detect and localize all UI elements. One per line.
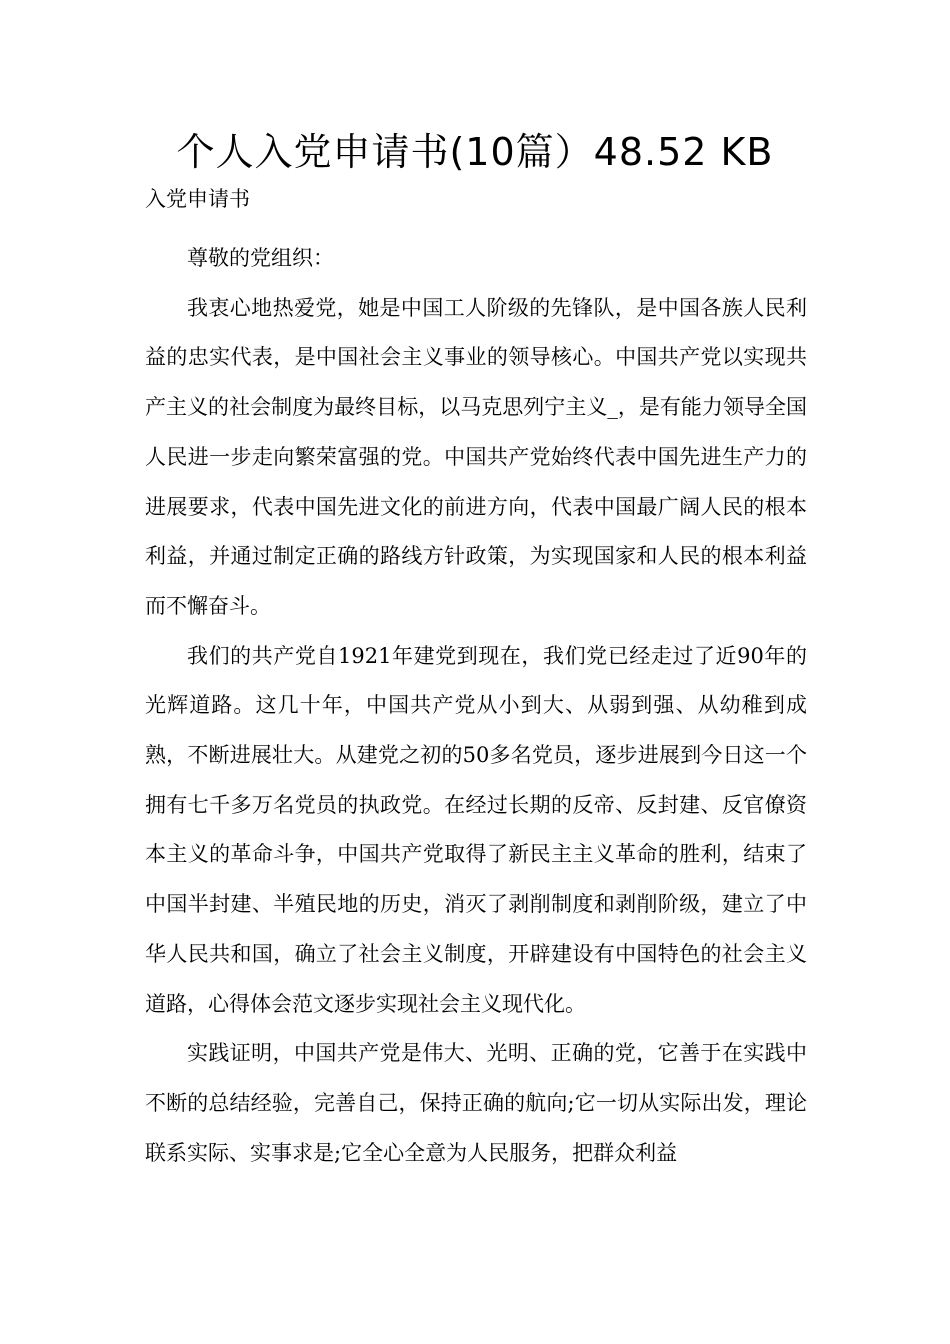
body-paragraph: 我们的共产党自1921年建党到现在，我们党已经走过了近90年的光辉道路。这几十年，中国共产党从小到大、从弱到强、从幼稚到成熟，不断进展壮大。从建党之初的50多名党员，逐步进展到今日这一个拥有七千多万名党员的执政党。在经过长期的反帝、反封建、反官僚资本主义的革命斗争，中国共产党取得了新民主主义革命的胜利，结束了中国半封建、半殖民地的历史，消灭了剥削制度和剥削阶级，建立了中华人民共和国，确立了社会主义制度，开辟建设有中国特色的社会主义道路，心得体会范文逐步实现社会主义现代化。 xyxy=(145,643,807,1016)
document-body xyxy=(145,234,807,1178)
document-title: 个人入党申请书(10篇）48.52 KB xyxy=(176,130,774,174)
body-paragraph: 我衷心地热爱党，她是中国工人阶级的先锋队，是中国各族人民利益的忠实代表，是中国社会主义事业的领导核心。中国共产党以实现共产主义的社会制度为最终目标，以马克思列宁主义_，是有能力领导全国人民进一步走向繁荣富强的党。中国共产党始终代表中国先进生产力的进展要求，代表中国先进文化的前进方向，代表中国最广阔人民的根本利益，并通过制定正确的路线方针政策，为实现国家和人民的根本利益而不懈奋斗。 xyxy=(145,295,807,618)
document-subtitle: 入党申请书 xyxy=(145,187,250,211)
body-paragraph: 实践证明，中国共产党是伟大、光明、正确的党，它善于在实践中不断的总结经验，完善自己，保持正确的航向;它一切从实际出发，理论联系实际、实事求是;它全心全意为人民服务，把群众利益 xyxy=(145,1041,807,1165)
salutation-paragraph: 尊敬的党组织： xyxy=(187,246,334,270)
